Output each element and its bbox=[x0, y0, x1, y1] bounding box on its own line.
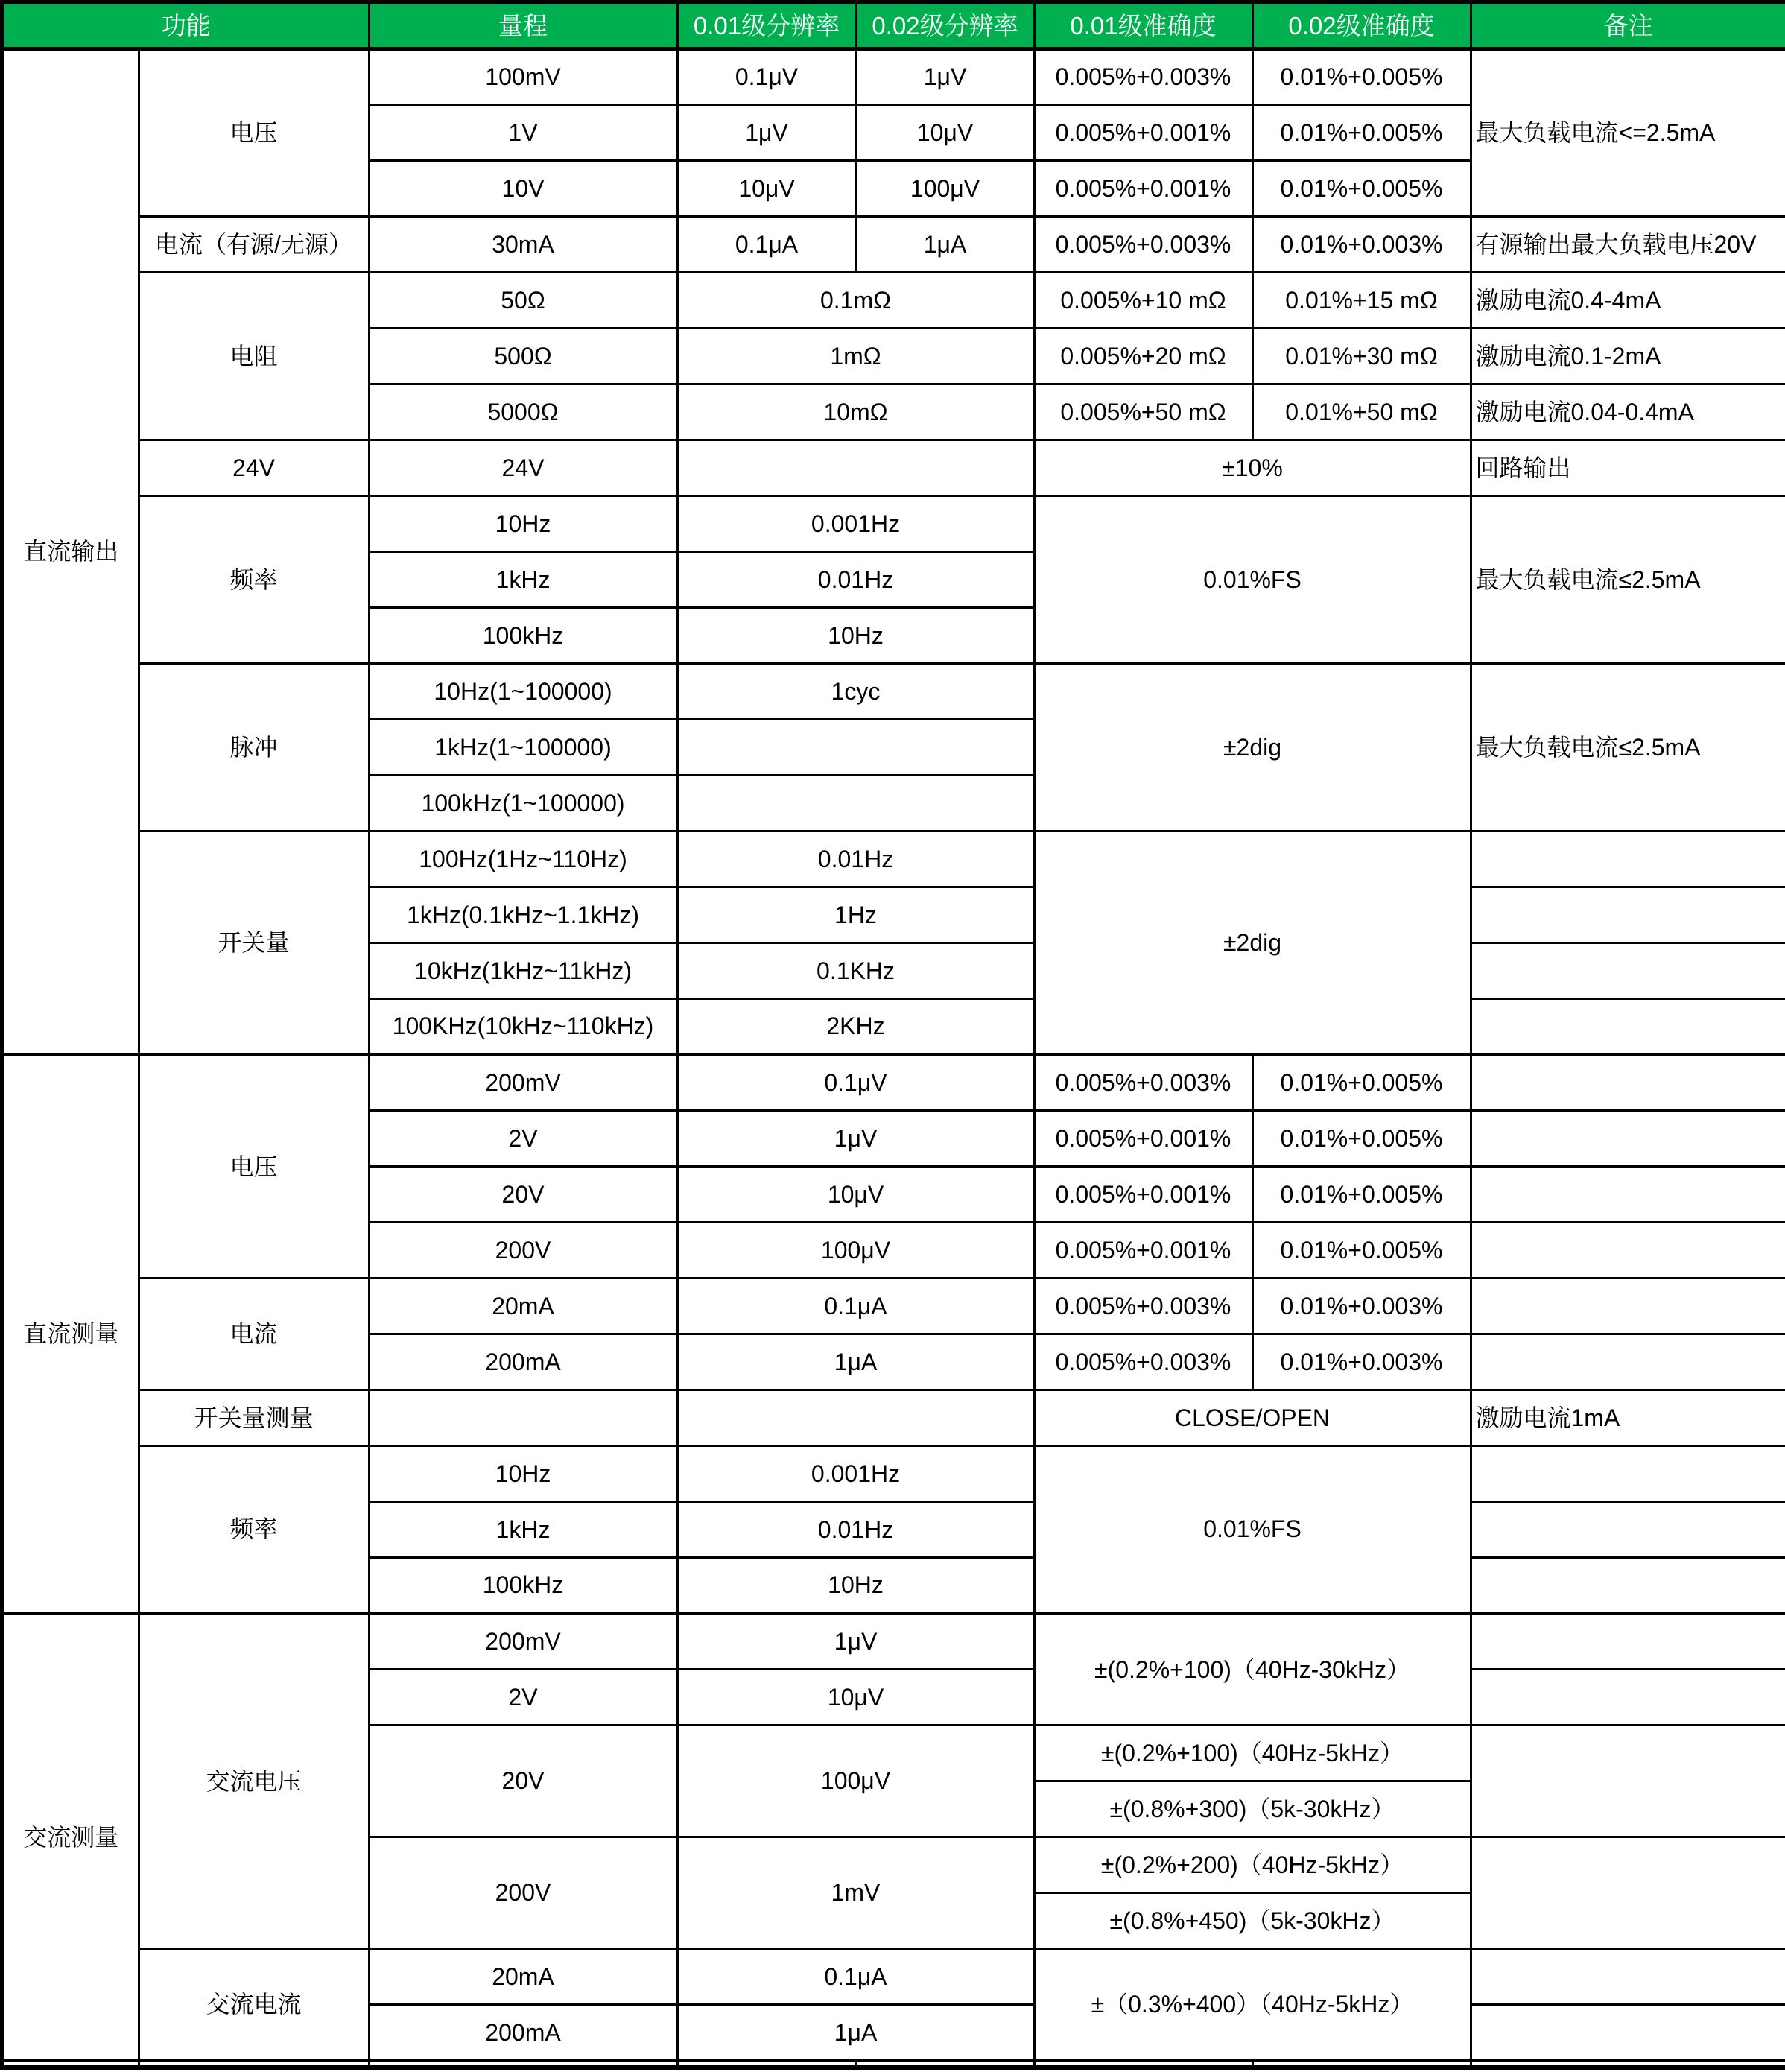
table-cell: 1μV bbox=[677, 1613, 1034, 1669]
table-cell: 1μV bbox=[856, 48, 1034, 104]
table-cell: 1kHz bbox=[369, 551, 677, 607]
table-cell: 开关量测量 bbox=[139, 1390, 369, 1445]
table-cell: 1μA bbox=[677, 2004, 1034, 2060]
table-cell: 100kHz(1~100000) bbox=[369, 775, 677, 831]
table-row bbox=[2, 1054, 1785, 1110]
note-cell bbox=[1471, 942, 1785, 998]
table-cell: 10Hz bbox=[677, 607, 1034, 663]
table-cell: ±（0.3%+400）（40Hz-5kHz） bbox=[1034, 1948, 1471, 2060]
table-cell: 0.1μV bbox=[677, 1054, 1034, 1110]
table-cell: 1mV bbox=[677, 1837, 1034, 1948]
table-cell: 20mA bbox=[369, 1948, 677, 2004]
table-row bbox=[2, 272, 1785, 328]
table-cell: 0.005%+0.001% bbox=[1034, 1166, 1252, 1222]
table-cell: 0.01%+50 mΩ bbox=[1252, 384, 1471, 440]
table-cell: 100mV bbox=[369, 48, 677, 104]
table-cell: 0.005%+0.003% bbox=[1034, 1054, 1252, 1110]
table-cell: 0.005%+0.001% bbox=[1034, 160, 1252, 216]
table-cell: 频率 bbox=[139, 1445, 369, 1613]
table-cell: 10Hz bbox=[369, 495, 677, 551]
table-cell: 2KHz bbox=[677, 998, 1034, 1054]
table-cell: ±2dig bbox=[1034, 831, 1471, 1054]
table-cell: 100μV bbox=[856, 160, 1034, 216]
table-cell: 1kHz(0.1kHz~1.1kHz) bbox=[369, 887, 677, 942]
table-cell: 1mΩ bbox=[677, 328, 1034, 384]
table-cell: 0.005%+10 mΩ bbox=[1034, 272, 1252, 328]
table-cell: 0.01%+15 mΩ bbox=[1252, 272, 1471, 328]
section-label: 交流测量 bbox=[2, 1613, 139, 2060]
table-cell: 10Hz(1~100000) bbox=[369, 663, 677, 719]
header-row bbox=[2, 2, 1785, 48]
table-cell: 200V bbox=[369, 1222, 677, 1278]
table-cell: 0.01%+0.005% bbox=[1252, 48, 1471, 104]
table-row bbox=[2, 216, 1785, 272]
table-cell: 0.005%+0.003% bbox=[1034, 216, 1252, 272]
note-cell bbox=[1471, 1110, 1785, 1166]
table-cell bbox=[2, 2060, 139, 2068]
note-cell bbox=[1471, 1837, 1785, 1948]
table-cell: 开关量 bbox=[139, 831, 369, 1054]
note-cell: 有源输出最大负载电压20V bbox=[1471, 216, 1785, 272]
note-cell bbox=[1471, 1725, 1785, 1837]
table-cell: 0.01Hz bbox=[677, 831, 1034, 887]
table-cell bbox=[1471, 2060, 1785, 2068]
table-cell bbox=[139, 2060, 369, 2068]
table-cell: 0.01%FS bbox=[1034, 1445, 1471, 1613]
table-cell: 1μV bbox=[677, 104, 856, 160]
table-cell: 10μV bbox=[856, 104, 1034, 160]
table-cell bbox=[677, 1390, 1034, 1445]
table-cell: 500Ω bbox=[369, 328, 677, 384]
table-cell: 1V bbox=[369, 104, 677, 160]
note-cell bbox=[1471, 831, 1785, 887]
table-cell bbox=[856, 2060, 1034, 2068]
table-cell: 200mA bbox=[369, 1334, 677, 1390]
table-cell: 0.005%+0.003% bbox=[1034, 1278, 1252, 1334]
table-cell: 100kHz bbox=[369, 607, 677, 663]
table-cell: 0.01%+0.003% bbox=[1252, 1334, 1471, 1390]
table-cell bbox=[677, 440, 1034, 495]
note-cell bbox=[1471, 1445, 1785, 1501]
table-row bbox=[2, 831, 1785, 887]
table-cell: 频率 bbox=[139, 495, 369, 663]
table-cell: 0.001Hz bbox=[677, 495, 1034, 551]
table-cell bbox=[677, 719, 1034, 775]
table-cell: 10Hz bbox=[677, 1557, 1034, 1613]
table-cell: 20V bbox=[369, 1725, 677, 1837]
table-cell: ±(0.8%+300)（5k-30kHz） bbox=[1034, 1781, 1471, 1837]
table-cell bbox=[1252, 2060, 1471, 2068]
table-cell: 200mV bbox=[369, 1613, 677, 1669]
header-cell: 0.02级分辨率 bbox=[856, 2, 1034, 48]
table-cell: 2V bbox=[369, 1110, 677, 1166]
table-cell: ±(0.8%+450)（5k-30kHz） bbox=[1034, 1892, 1471, 1948]
table-cell: ±2dig bbox=[1034, 663, 1471, 831]
note-cell: 激励电流0.1-2mA bbox=[1471, 328, 1785, 384]
table-cell: 10Hz bbox=[369, 1445, 677, 1501]
table-cell: 电压 bbox=[139, 48, 369, 216]
table-cell: 100kHz bbox=[369, 1557, 677, 1613]
note-cell: 最大负载电流≤2.5mA bbox=[1471, 495, 1785, 663]
table-cell: 电流 bbox=[139, 1278, 369, 1390]
table-cell: 10kHz(1kHz~11kHz) bbox=[369, 942, 677, 998]
table-cell: 10μV bbox=[677, 160, 856, 216]
table-cell: 10V bbox=[369, 160, 677, 216]
table-cell: 交流电流 bbox=[139, 1948, 369, 2060]
table-cell: 10mΩ bbox=[677, 384, 1034, 440]
header-cell: 量程 bbox=[369, 2, 677, 48]
note-cell bbox=[1471, 1669, 1785, 1725]
table-cell: 0.01%+0.005% bbox=[1252, 1222, 1471, 1278]
table-cell: 0.1μA bbox=[677, 1948, 1034, 2004]
table-cell: 0.005%+0.001% bbox=[1034, 1222, 1252, 1278]
note-cell: 激励电流0.4-4mA bbox=[1471, 272, 1785, 328]
table-row bbox=[2, 495, 1785, 551]
table-cell: 0.01%+30 mΩ bbox=[1252, 328, 1471, 384]
note-cell bbox=[1471, 1948, 1785, 2004]
table-cell: 5000Ω bbox=[369, 384, 677, 440]
table-cell: 1μA bbox=[856, 216, 1034, 272]
table-cell bbox=[369, 2060, 677, 2068]
note-cell bbox=[1471, 1222, 1785, 1278]
table-cell: 0.005%+20 mΩ bbox=[1034, 328, 1252, 384]
table-cell: 20V bbox=[369, 1166, 677, 1222]
table-cell: 20mA bbox=[369, 1278, 677, 1334]
table-cell: 0.005%+0.003% bbox=[1034, 1334, 1252, 1390]
table-cell: 0.01%FS bbox=[1034, 495, 1471, 663]
table-cell: 0.01%+0.005% bbox=[1252, 160, 1471, 216]
note-cell bbox=[1471, 1166, 1785, 1222]
table-cell: 1kHz(1~100000) bbox=[369, 719, 677, 775]
table-cell bbox=[369, 1390, 677, 1445]
table-cell: 10μV bbox=[677, 1669, 1034, 1725]
table-cell: 1μA bbox=[677, 1334, 1034, 1390]
table-cell: 1Hz bbox=[677, 887, 1034, 942]
table-cell: 2V bbox=[369, 1669, 677, 1725]
table-cell: 100KHz(10kHz~110kHz) bbox=[369, 998, 677, 1054]
note-cell bbox=[1471, 887, 1785, 942]
table-cell bbox=[677, 775, 1034, 831]
note-cell bbox=[1471, 1278, 1785, 1334]
table-cell: ±(0.2%+100)（40Hz-5kHz） bbox=[1034, 1725, 1471, 1781]
table-cell: 24V bbox=[369, 440, 677, 495]
table-cell: 0.01Hz bbox=[677, 551, 1034, 607]
table-cell bbox=[1034, 2060, 1252, 2068]
section-label: 直流测量 bbox=[2, 1054, 139, 1613]
table-cell: 0.005%+0.001% bbox=[1034, 1110, 1252, 1166]
note-cell bbox=[1471, 1501, 1785, 1557]
table-row bbox=[2, 1948, 1785, 2004]
table-cell: 0.01%+0.005% bbox=[1252, 1166, 1471, 1222]
table-cell: 200mV bbox=[369, 1054, 677, 1110]
table-cell: 200V bbox=[369, 1837, 677, 1948]
table-cell: 0.01%+0.003% bbox=[1252, 216, 1471, 272]
note-cell bbox=[1471, 1557, 1785, 1613]
table-row bbox=[2, 663, 1785, 719]
table-cell: 电阻 bbox=[139, 272, 369, 440]
table-cell: 1cyc bbox=[677, 663, 1034, 719]
header-cell: 功能 bbox=[2, 2, 369, 48]
table-cell bbox=[677, 2060, 856, 2068]
table-cell: 0.1μA bbox=[677, 1278, 1034, 1334]
table-cell: 0.005%+0.003% bbox=[1034, 48, 1252, 104]
note-cell bbox=[1471, 998, 1785, 1054]
note-cell bbox=[1471, 1334, 1785, 1390]
table-row bbox=[2, 440, 1785, 495]
header-cell: 0.02级准确度 bbox=[1252, 2, 1471, 48]
note-cell bbox=[1471, 1054, 1785, 1110]
table-cell: ±10% bbox=[1034, 440, 1471, 495]
table-row bbox=[2, 48, 1785, 104]
table-cell: 50Ω bbox=[369, 272, 677, 328]
table-cell: 交流电压 bbox=[139, 1613, 369, 1948]
table-cell: 电流（有源/无源） bbox=[139, 216, 369, 272]
table-cell: 0.01%+0.005% bbox=[1252, 104, 1471, 160]
section-label: 直流输出 bbox=[2, 48, 139, 1054]
note-cell: 最大负载电流<=2.5mA bbox=[1471, 48, 1785, 216]
table-cell: 0.005%+50 mΩ bbox=[1034, 384, 1252, 440]
table-row bbox=[2, 1390, 1785, 1445]
header-cell: 0.01级分辨率 bbox=[677, 2, 856, 48]
table-cell: 100μV bbox=[677, 1725, 1034, 1837]
table-row bbox=[2, 1613, 1785, 1669]
table-cell: 0.01%+0.005% bbox=[1252, 1110, 1471, 1166]
table-cell: 100Hz(1Hz~110Hz) bbox=[369, 831, 677, 887]
table-cell: 200mA bbox=[369, 2004, 677, 2060]
table-cell: 30mA bbox=[369, 216, 677, 272]
table-cell: 1μV bbox=[677, 1110, 1034, 1166]
header-cell: 0.01级准确度 bbox=[1034, 2, 1252, 48]
table-cell: CLOSE/OPEN bbox=[1034, 1390, 1471, 1445]
table-cell: 100μV bbox=[677, 1222, 1034, 1278]
table-cell: 0.01%+0.003% bbox=[1252, 1278, 1471, 1334]
note-cell: 最大负载电流≤2.5mA bbox=[1471, 663, 1785, 831]
table-cell: 0.1KHz bbox=[677, 942, 1034, 998]
table-cell: 0.01Hz bbox=[677, 1501, 1034, 1557]
partial-row bbox=[2, 2060, 1785, 2068]
table-cell: 0.005%+0.001% bbox=[1034, 104, 1252, 160]
table-cell: 脉冲 bbox=[139, 663, 369, 831]
note-cell bbox=[1471, 1613, 1785, 1669]
table-row bbox=[2, 1278, 1785, 1334]
table-cell: ±(0.2%+200)（40Hz-5kHz） bbox=[1034, 1837, 1471, 1892]
table-cell: 电压 bbox=[139, 1054, 369, 1278]
table-cell: 10μV bbox=[677, 1166, 1034, 1222]
table-cell: 0.1mΩ bbox=[677, 272, 1034, 328]
note-cell: 激励电流0.04-0.4mA bbox=[1471, 384, 1785, 440]
table-cell: ±(0.2%+100)（40Hz-30kHz） bbox=[1034, 1613, 1471, 1725]
table-cell: 0.01%+0.005% bbox=[1252, 1054, 1471, 1110]
note-cell: 回路输出 bbox=[1471, 440, 1785, 495]
table-cell: 0.1μV bbox=[677, 48, 856, 104]
note-cell bbox=[1471, 2004, 1785, 2060]
header-cell: 备注 bbox=[1471, 2, 1785, 48]
table-row bbox=[2, 1445, 1785, 1501]
table-cell: 24V bbox=[139, 440, 369, 495]
note-cell: 激励电流1mA bbox=[1471, 1390, 1785, 1445]
table-cell: 0.1μA bbox=[677, 216, 856, 272]
table-cell: 1kHz bbox=[369, 1501, 677, 1557]
table-cell: 0.001Hz bbox=[677, 1445, 1034, 1501]
